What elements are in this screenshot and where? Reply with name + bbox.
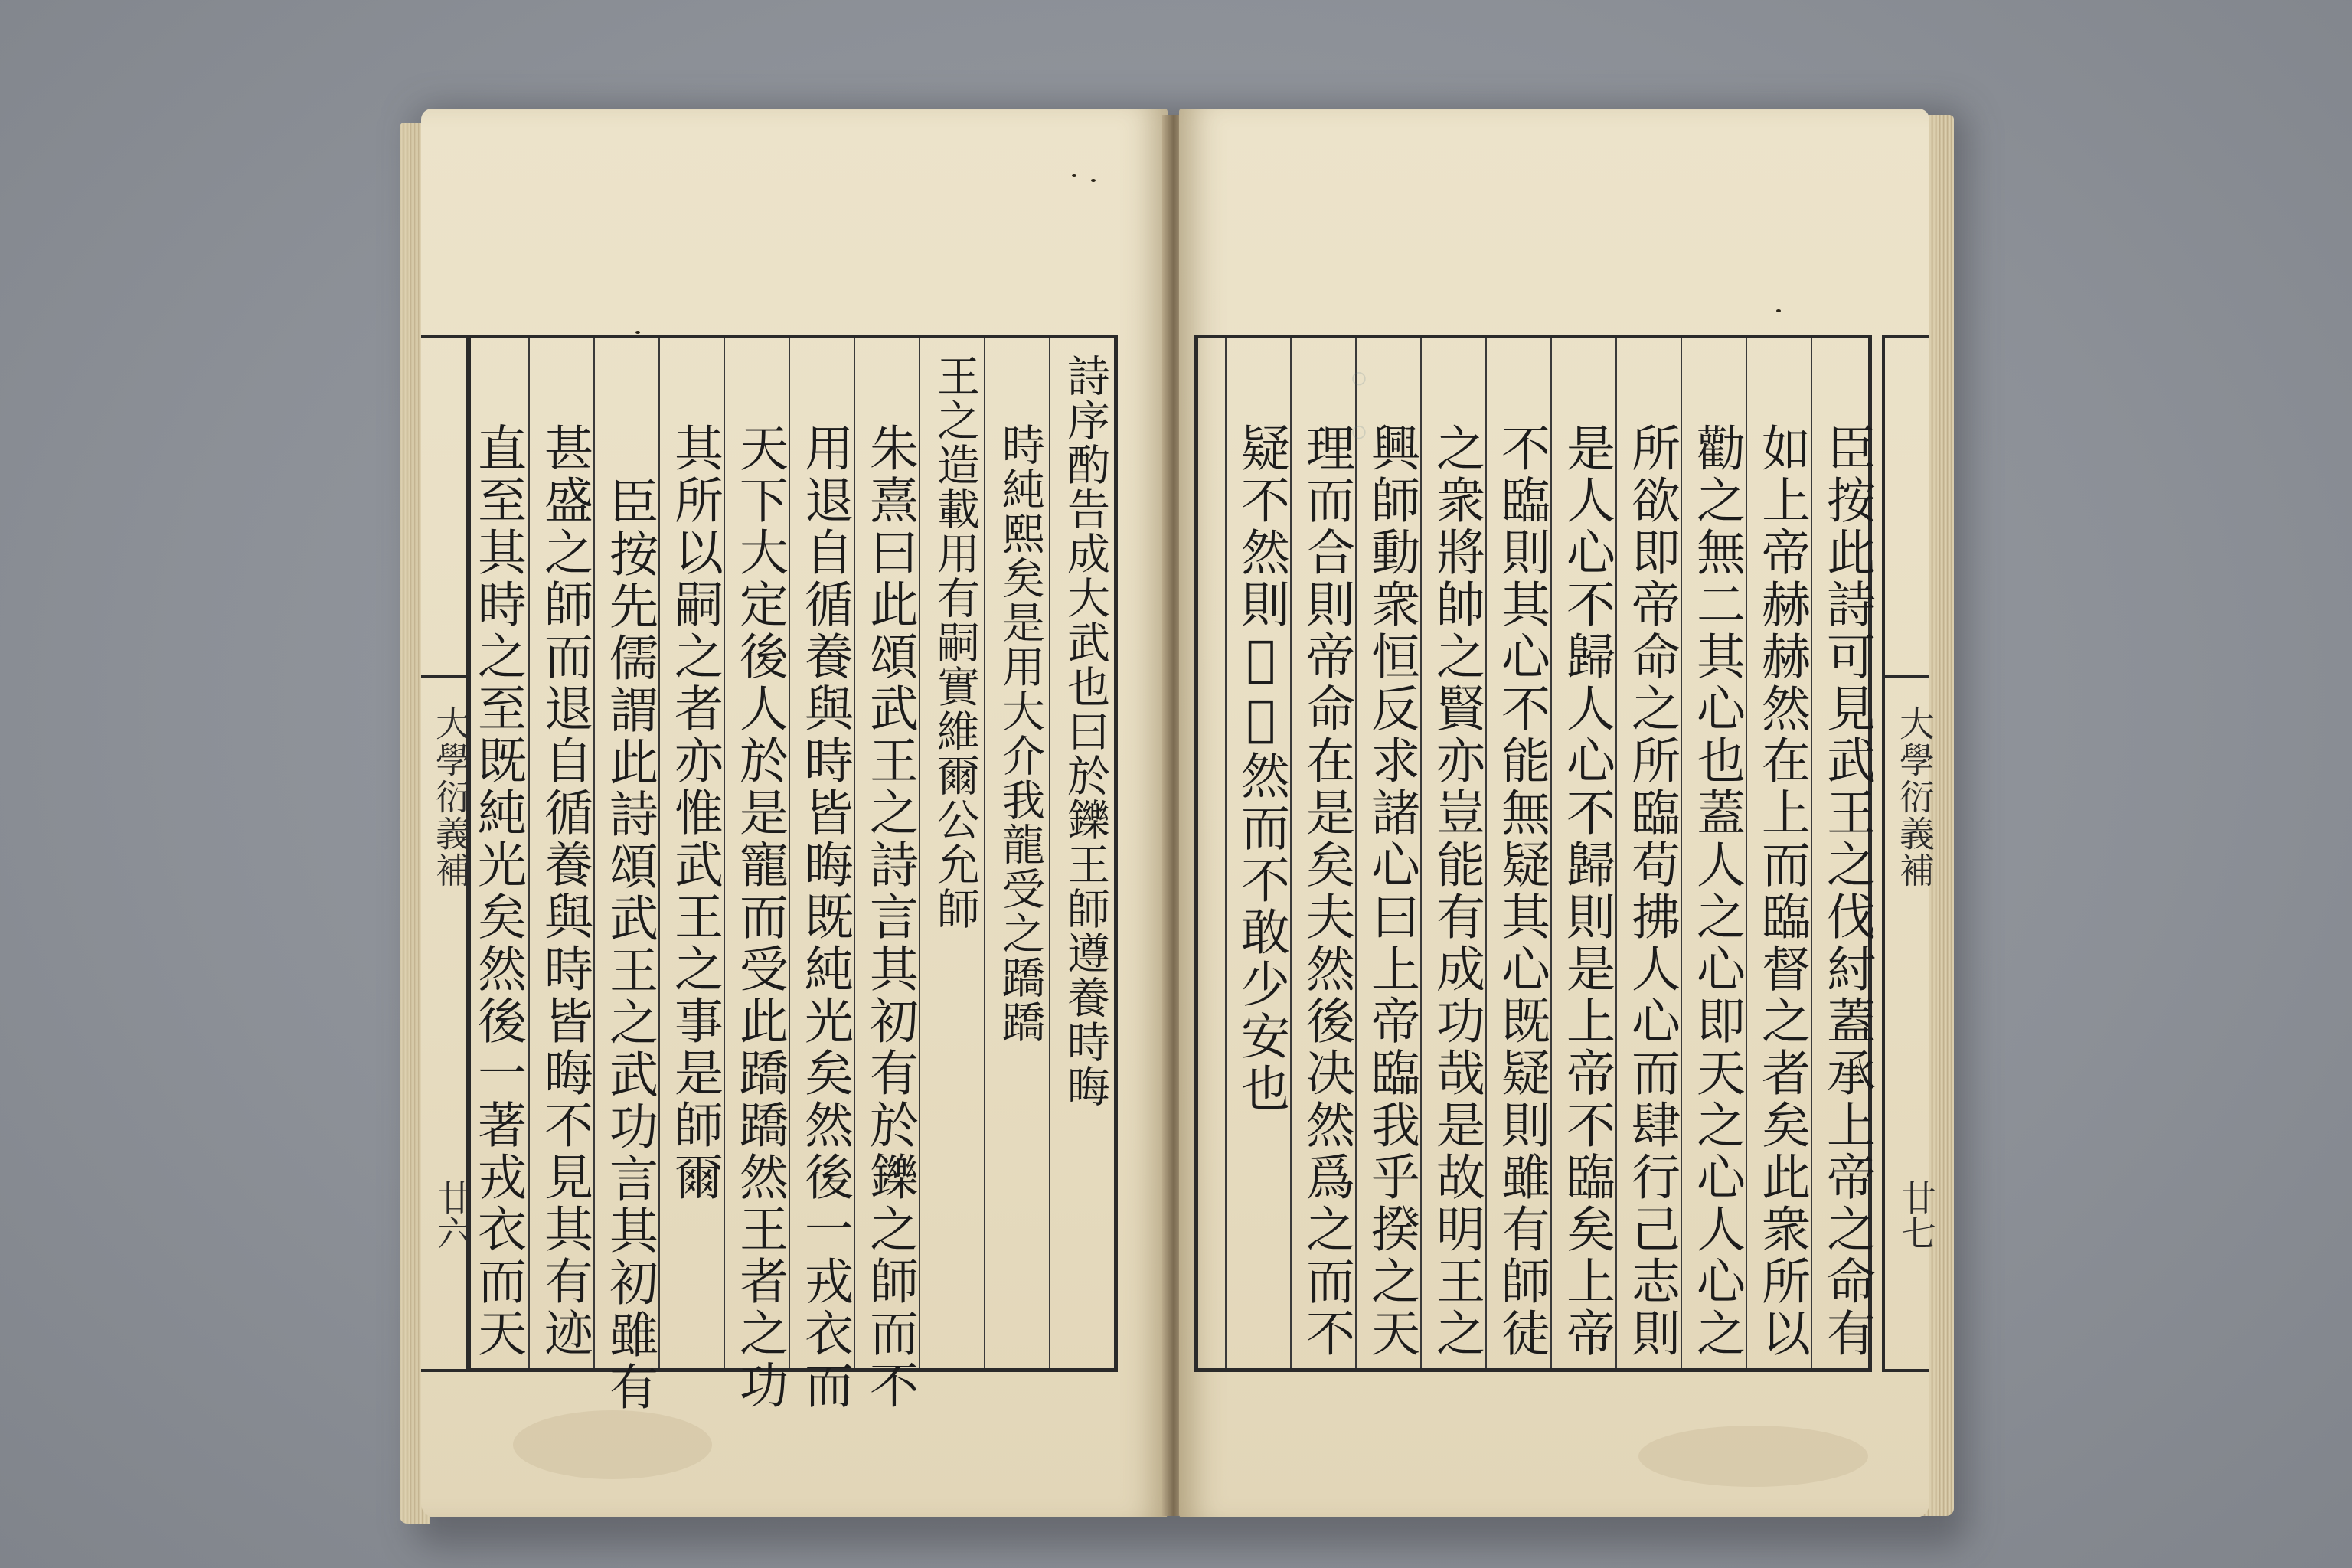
left-column-4: 朱熹曰此頌武王之詩言其初有於鑠之師而不 (854, 338, 920, 1368)
left-column-7: 其所以嗣之者亦惟武王之事是師爾 (658, 338, 725, 1368)
worm-hole (635, 331, 640, 334)
worm-hole (1072, 174, 1076, 177)
left-folio: 廿六 (432, 1180, 473, 1250)
right-folio: 廿七 (1896, 1180, 1937, 1250)
fishtail-mark (1885, 675, 1929, 678)
right-column-4: 所欲即帝命之所臨苟拂人心而肆行己志則 (1615, 338, 1682, 1368)
right-column-7: 之衆將帥之賢亦豈能有成功哉是故明王之 (1420, 338, 1487, 1368)
left-column-6: 天下大定後人於是寵而受此蹻蹻然王者之功 (724, 338, 790, 1368)
right-column-blank (1198, 338, 1225, 1368)
right-column-6: 不臨則其心不能無疑其心既疑則雖有師徒 (1485, 338, 1552, 1368)
right-column-5: 是人心不歸人心不歸則是上帝不臨矣上帝 (1550, 338, 1617, 1368)
right-banxin (1882, 335, 1937, 1372)
left-column-1: 詩序酌告成大武也曰於鑠王師遵養時晦 (1049, 338, 1116, 1368)
bleed-through-text: ◦◦ (1332, 354, 1386, 461)
right-column-2: 如上帝赫赫然在上而臨督之者矣此衆所以 (1746, 338, 1812, 1368)
left-column-2: 時純熙矣是用大介我龍受之蹻蹻 (984, 338, 1050, 1368)
left-banxin (421, 335, 473, 1372)
right-column-10: 疑不然則𣭨𣭨然而不敢少安也 (1225, 338, 1292, 1368)
worm-hole (1776, 309, 1781, 312)
right-column-3: 勸之無二其心也蓋人之心即天之心人心之 (1681, 338, 1747, 1368)
left-column-10: 直至其時之至既純光矣然後一著戎衣而天 (469, 423, 526, 1360)
paper-stain (1638, 1426, 1868, 1487)
left-page (421, 109, 1168, 1517)
right-page (1179, 109, 1937, 1517)
right-column-8: 興師動衆恒反求諸心曰上帝臨我乎揆之天 (1355, 338, 1422, 1368)
right-text-frame (1194, 335, 1875, 1372)
worm-hole (1091, 179, 1096, 182)
fishtail-mark (421, 675, 466, 678)
left-banxin-title: 大學衍義補 (430, 705, 472, 889)
left-column-5: 用退自循養與時皆晦既純光矣然後一戎衣而 (789, 338, 855, 1368)
right-column-1: 臣按此詩可見武王之伐紂蓋承上帝之命有 (1811, 338, 1877, 1368)
right-column-9: 理而合則帝命在是矣夫然後决然爲之而不 (1290, 338, 1357, 1368)
left-column-3: 王之造載用有嗣實維爾公允師 (919, 338, 985, 1368)
right-banxin-title: 大學衍義補 (1894, 705, 1936, 889)
left-text-frame (467, 335, 1118, 1413)
left-column-8: 臣按先儒謂此詩頌武王之武功言其初雖有 (593, 338, 660, 1368)
left-column-9: 甚盛之師而退自循養與時皆晦不見其有迹 (528, 338, 595, 1368)
